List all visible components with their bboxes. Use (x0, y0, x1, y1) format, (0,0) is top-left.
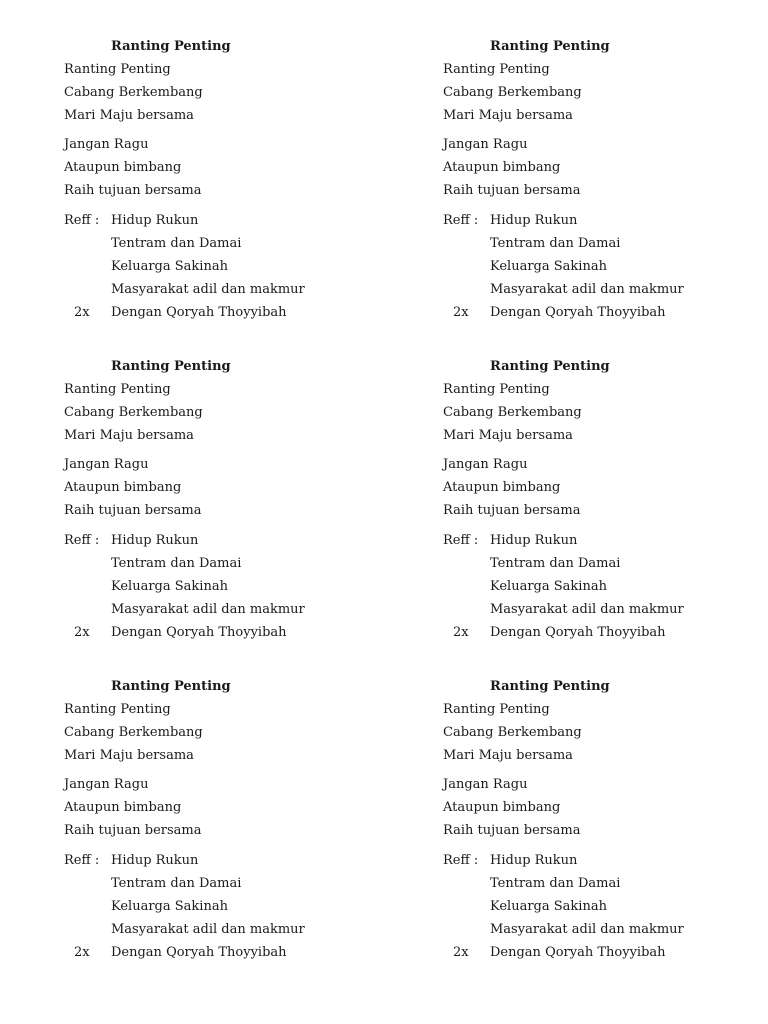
verse-line: Cabang Berkembang (64, 725, 203, 740)
verse-line: Cabang Berkembang (443, 725, 582, 740)
reff-line: Masyarakat adil dan makmur (490, 282, 684, 297)
reff-line: Keluarga Sakinah (490, 899, 607, 914)
lyrics-card (443, 679, 763, 969)
repeat-label: 2x (453, 305, 469, 320)
reff-line: Dengan Qoryah Thoyyibah (111, 305, 287, 320)
reff-line: Keluarga Sakinah (111, 899, 228, 914)
repeat-label: 2x (74, 945, 90, 960)
verse-line: Raih tujuan bersama (64, 823, 202, 838)
reff-line: Tentram dan Damai (490, 556, 621, 571)
lyrics-card (64, 39, 384, 329)
reff-line: Masyarakat adil dan makmur (490, 922, 684, 937)
reff-line: Hidup Rukun (111, 213, 199, 228)
reff-line: Tentram dan Damai (111, 236, 242, 251)
reff-label: Reff : (443, 853, 479, 868)
verse-line: Raih tujuan bersama (64, 503, 202, 518)
reff-line: Hidup Rukun (490, 853, 578, 868)
verse-line: Ataupun bimbang (64, 480, 182, 495)
reff-label: Reff : (443, 213, 479, 228)
verse-line: Raih tujuan bersama (443, 823, 581, 838)
song-title: Ranting Penting (111, 39, 231, 54)
song-title: Ranting Penting (490, 359, 610, 374)
verse-line: Ranting Penting (443, 382, 550, 397)
verse-line: Mari Maju bersama (443, 748, 573, 763)
verse-line: Ranting Penting (443, 62, 550, 77)
reff-line: Dengan Qoryah Thoyyibah (490, 945, 666, 960)
reff-label: Reff : (64, 533, 100, 548)
reff-line: Dengan Qoryah Thoyyibah (111, 625, 287, 640)
verse-line: Raih tujuan bersama (443, 183, 581, 198)
repeat-label: 2x (74, 305, 90, 320)
reff-line: Tentram dan Damai (490, 236, 621, 251)
verse-line: Mari Maju bersama (443, 428, 573, 443)
repeat-label: 2x (453, 945, 469, 960)
reff-line: Hidup Rukun (490, 213, 578, 228)
verse-line: Ataupun bimbang (443, 160, 561, 175)
song-title: Ranting Penting (490, 679, 610, 694)
reff-label: Reff : (443, 533, 479, 548)
song-title: Ranting Penting (111, 679, 231, 694)
verse-line: Cabang Berkembang (443, 405, 582, 420)
reff-line: Keluarga Sakinah (490, 579, 607, 594)
reff-line: Masyarakat adil dan makmur (111, 602, 305, 617)
reff-line: Tentram dan Damai (111, 876, 242, 891)
verse-line: Cabang Berkembang (64, 405, 203, 420)
reff-line: Masyarakat adil dan makmur (490, 602, 684, 617)
verse-line: Ataupun bimbang (443, 480, 561, 495)
repeat-label: 2x (453, 625, 469, 640)
song-title: Ranting Penting (490, 39, 610, 54)
verse-line: Mari Maju bersama (64, 748, 194, 763)
reff-line: Dengan Qoryah Thoyyibah (490, 305, 666, 320)
reff-line: Tentram dan Damai (111, 556, 242, 571)
verse-line: Ranting Penting (64, 702, 171, 717)
verse-line: Cabang Berkembang (443, 85, 582, 100)
reff-label: Reff : (64, 853, 100, 868)
song-title: Ranting Penting (111, 359, 231, 374)
verse-line: Ataupun bimbang (64, 800, 182, 815)
verse-line: Ataupun bimbang (64, 160, 182, 175)
verse-line: Mari Maju bersama (64, 428, 194, 443)
reff-line: Masyarakat adil dan makmur (111, 282, 305, 297)
verse-line: Cabang Berkembang (64, 85, 203, 100)
reff-line: Hidup Rukun (111, 533, 199, 548)
verse-line: Jangan Ragu (443, 777, 528, 792)
verse-line: Jangan Ragu (64, 137, 149, 152)
reff-line: Keluarga Sakinah (490, 259, 607, 274)
repeat-label: 2x (74, 625, 90, 640)
verse-line: Raih tujuan bersama (64, 183, 202, 198)
verse-line: Ranting Penting (443, 702, 550, 717)
reff-line: Hidup Rukun (490, 533, 578, 548)
verse-line: Ranting Penting (64, 382, 171, 397)
lyrics-card (443, 39, 763, 329)
reff-line: Tentram dan Damai (490, 876, 621, 891)
reff-line: Dengan Qoryah Thoyyibah (111, 945, 287, 960)
lyrics-card (443, 359, 763, 649)
reff-line: Keluarga Sakinah (111, 259, 228, 274)
verse-line: Mari Maju bersama (64, 108, 194, 123)
verse-line: Mari Maju bersama (443, 108, 573, 123)
verse-line: Jangan Ragu (443, 457, 528, 472)
lyrics-card (64, 679, 384, 969)
reff-line: Masyarakat adil dan makmur (111, 922, 305, 937)
reff-label: Reff : (64, 213, 100, 228)
verse-line: Ataupun bimbang (443, 800, 561, 815)
verse-line: Jangan Ragu (443, 137, 528, 152)
reff-line: Hidup Rukun (111, 853, 199, 868)
lyrics-card (64, 359, 384, 649)
verse-line: Jangan Ragu (64, 457, 149, 472)
verse-line: Ranting Penting (64, 62, 171, 77)
reff-line: Dengan Qoryah Thoyyibah (490, 625, 666, 640)
verse-line: Raih tujuan bersama (443, 503, 581, 518)
reff-line: Keluarga Sakinah (111, 579, 228, 594)
verse-line: Jangan Ragu (64, 777, 149, 792)
